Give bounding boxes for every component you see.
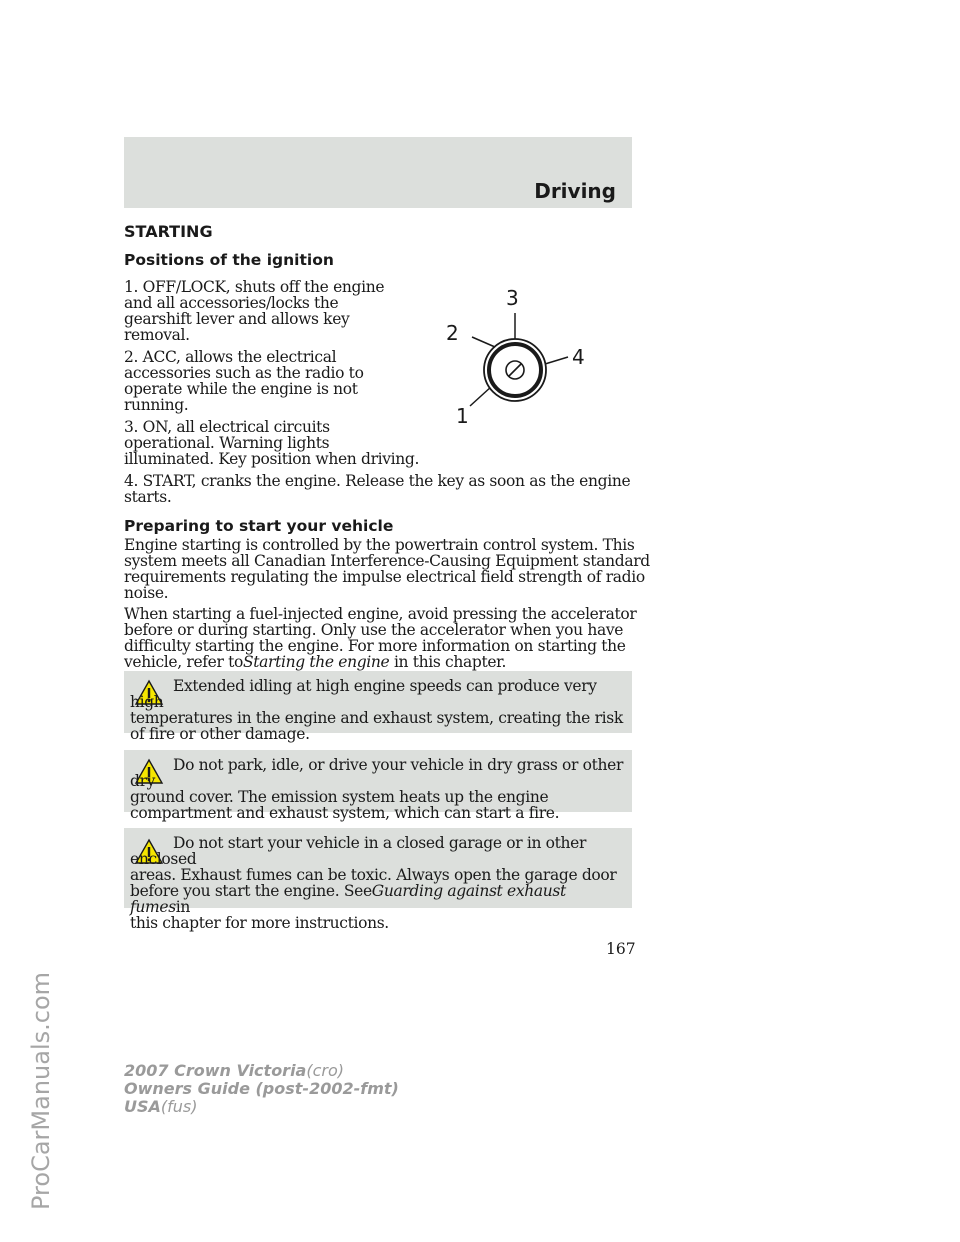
ignition-item-2: 2. ACC, allows the electrical accessories such as the radio to operate while the engine is not running. xyxy=(124,348,364,414)
footer-model-code: (cro) xyxy=(306,1061,345,1080)
subheading-ignition: Positions of the ignition xyxy=(124,251,334,269)
label-position-4: 4 xyxy=(572,345,585,369)
preparing-paragraph-2: When starting a fuel-injected engine, avoid pressing the accelerator before or during starting. Only use the accelerator when you have difficulty starting the engine. For more information on starting the vehicle, refer toStarting the engine in this chapter. xyxy=(124,605,637,671)
footer-guide: Owners Guide (post-2002-fmt) xyxy=(124,1079,399,1098)
position-2-line xyxy=(472,337,495,347)
section-title: STARTING xyxy=(124,222,213,241)
site-watermark: ProCarManuals.com xyxy=(27,971,55,1210)
warning-box-exhaust xyxy=(124,828,632,932)
warning-text-dry-grass: Do not park, idle, or drive your vehicle in dry grass or other dry ground cover. The emission system heats up the engine compartment and exhaust system, which can start a fire. xyxy=(130,756,624,822)
footer-market-code: (fus) xyxy=(160,1097,198,1116)
warning-box-idling xyxy=(124,671,632,743)
ignition-item-1: 1. OFF/LOCK, shuts off the engine and all accessories/locks the gearshift lever and allows key removal. xyxy=(124,278,385,344)
preparing-paragraph-1: Engine starting is controlled by the powertrain control system. This system meets all Canadian Interference-Causing Equipment standard requirements regulating the impulse electrical field strength of radio noise. xyxy=(124,536,650,602)
warning-box-dry-grass xyxy=(124,750,632,822)
warning-text-exhaust: Do not start your vehicle in a closed garage or in other enclosed areas. Exhaust fumes can be toxic. Always open the garage door before you start the engine. SeeGuarding against exhaust fumesin this chapter for more instructions. xyxy=(130,834,617,932)
cross-reference-exhaust: Guarding against exhaust fumes xyxy=(130,882,566,916)
ignition-item-4: 4. START, cranks the engine. Release the key as soon as the engine starts. xyxy=(124,472,631,506)
ignition-item-3: 3. ON, all electrical circuits operational. Warning lights illuminated. Key position when driving. xyxy=(124,418,420,468)
chapter-title: Driving xyxy=(534,179,616,203)
document-footer xyxy=(124,1062,399,1116)
warning-text-idling: Extended idling at high engine speeds can produce very high temperatures in the engine and exhaust system, creating the risk of fire or other damage. xyxy=(130,677,623,743)
subheading-preparing: Preparing to start your vehicle xyxy=(124,517,394,535)
footer-model: 2007 Crown Victoria xyxy=(124,1061,307,1080)
position-1-line xyxy=(470,386,492,406)
page-number: 167 xyxy=(606,940,636,958)
ignition-switch-diagram xyxy=(420,280,600,440)
label-position-2: 2 xyxy=(446,321,459,345)
position-4-line xyxy=(545,357,568,364)
chapter-header-band xyxy=(124,137,632,208)
label-position-1: 1 xyxy=(456,404,469,428)
footer-market: USA xyxy=(124,1097,161,1116)
cross-reference-starting: Starting the engine xyxy=(242,653,390,671)
label-position-3: 3 xyxy=(506,286,519,310)
